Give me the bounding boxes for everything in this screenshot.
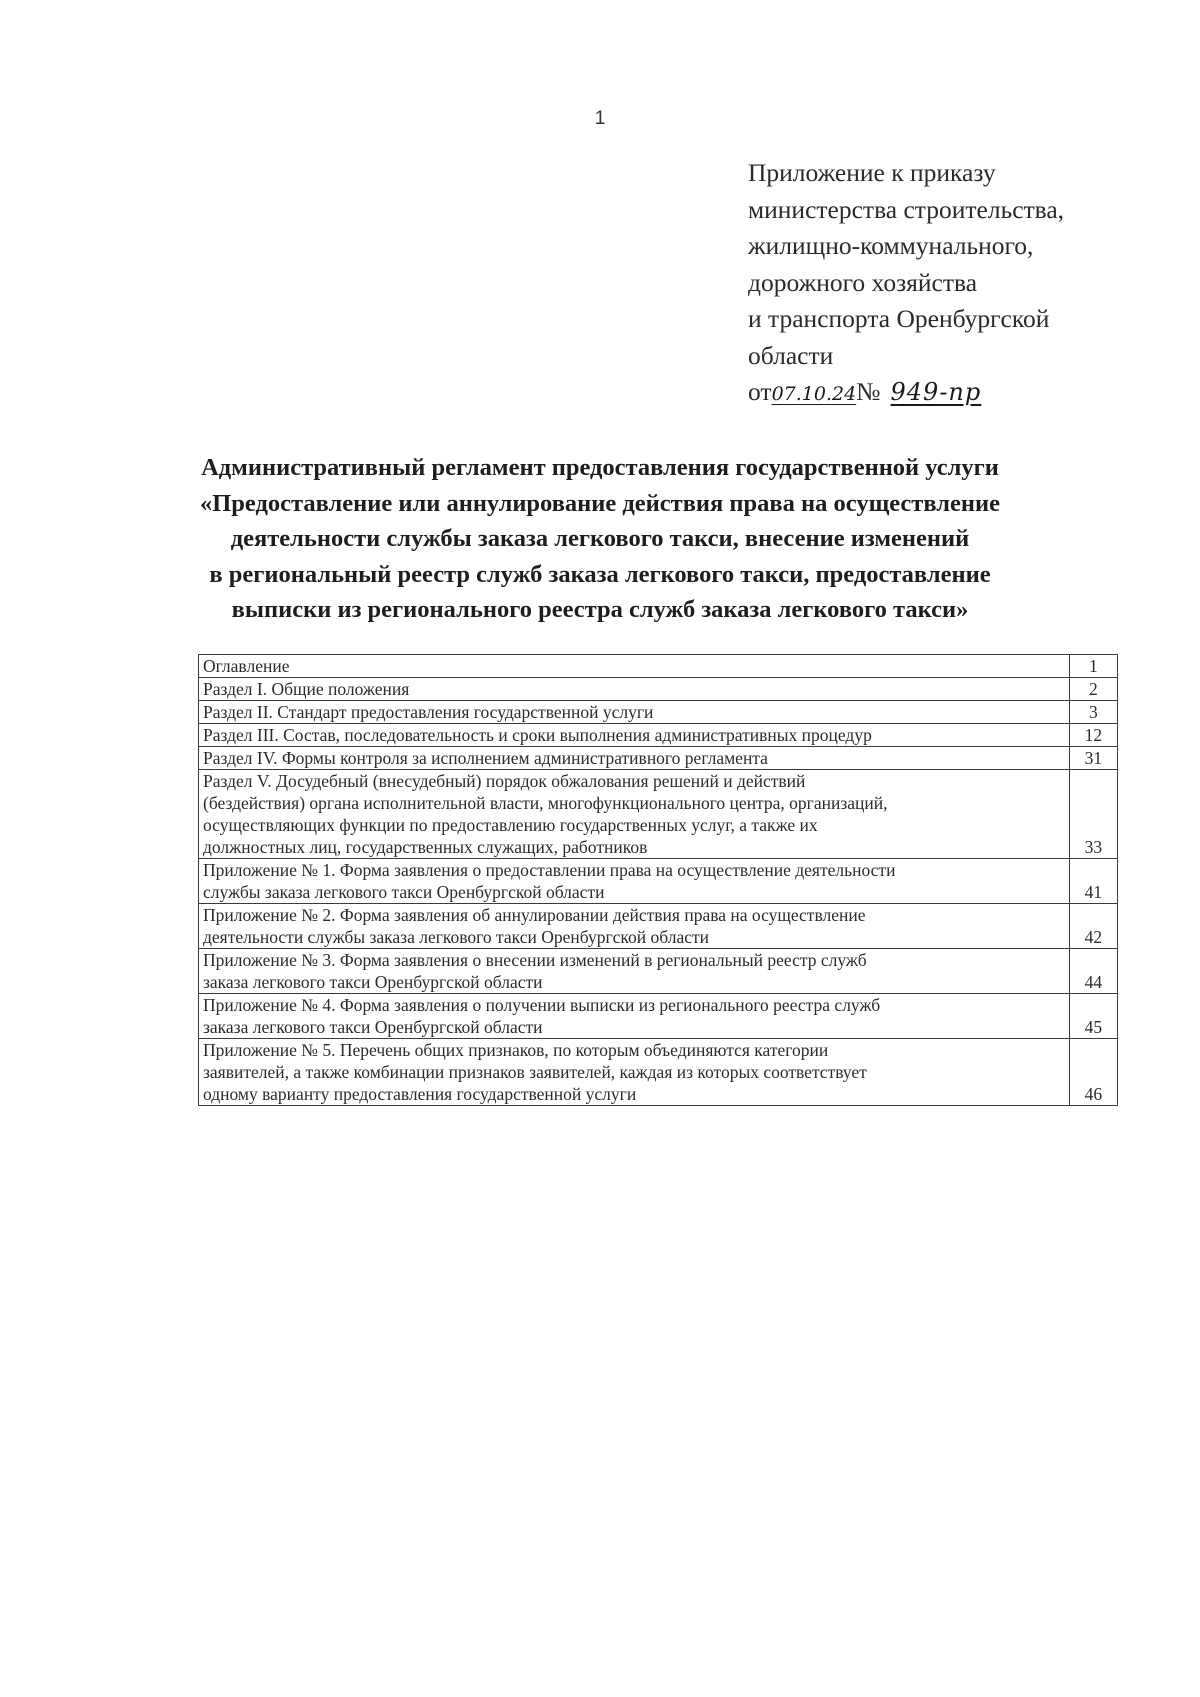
toc-entry-line: одному варианту предоставления государственной услуги: [203, 1084, 637, 1104]
toc-entry-title: [199, 859, 1070, 904]
toc-row: [199, 949, 1118, 994]
attachment-line: жилищно-коммунального,: [748, 231, 1034, 260]
toc-entry-line: Раздел I. Общие положения: [203, 679, 410, 699]
page-number: 1: [594, 108, 606, 129]
table-of-contents: [198, 654, 1118, 1106]
toc-body: [199, 655, 1118, 1106]
toc-entry-line: Приложение № 2. Форма заявления об аннулировании действия права на осуществление: [203, 905, 866, 925]
toc-row: [199, 747, 1118, 770]
toc-row: [199, 770, 1118, 859]
attachment-line: министерства строительства,: [748, 194, 1065, 224]
attachment-block: [748, 155, 1128, 413]
toc-entry-line: Раздел V. Досудебный (внесудебный) порядок обжалования решений и действий: [203, 771, 806, 791]
order-number-handwritten: 949-пр: [890, 378, 982, 406]
toc-entry-title: [199, 949, 1070, 994]
toc-entry-line: заказа легкового такси Оренбургской области: [203, 972, 543, 992]
toc-entry-title: [199, 770, 1070, 859]
toc-row: [199, 994, 1118, 1039]
toc-entry-title: [199, 904, 1070, 949]
title-line: «Предоставление или аннулирование действия права на осуществление: [200, 489, 1000, 517]
toc-entry-page: 1: [1069, 655, 1117, 678]
toc-row: [199, 859, 1118, 904]
toc-entry-page: 2: [1069, 678, 1117, 701]
toc-entry-page: 41: [1069, 859, 1117, 904]
toc-entry-title: [199, 1039, 1070, 1106]
order-number-label: №: [856, 377, 881, 406]
toc-entry-page: 46: [1069, 1039, 1117, 1106]
toc-entry-line: Приложение № 1. Форма заявления о предоставлении права на осуществление деятельности: [203, 860, 896, 880]
toc-row: [199, 655, 1118, 678]
toc-entry-page: 45: [1069, 994, 1117, 1039]
toc-entry-title: [199, 655, 1070, 678]
toc-entry-title: [199, 678, 1070, 701]
toc-row: [199, 701, 1118, 724]
order-date-handwritten: 07.10.24: [771, 383, 857, 405]
toc-entry-line: службы заказа легкового такси Оренбургской области: [203, 882, 605, 902]
title-line: выписки из регионального реестра служб заказа легкового такси»: [231, 596, 969, 623]
toc-entry-line: должностных лиц, государственных служащих, работников: [203, 837, 648, 857]
toc-entry-page: 42: [1069, 904, 1117, 949]
toc-entry-line: (бездействия) органа исполнительной власти, многофункционального центра, организаций,: [203, 793, 888, 813]
toc-entry-line: заявителей, а также комбинации признаков заявителей, каждая из которых соответствует: [203, 1062, 867, 1082]
toc-entry-line: Раздел III. Состав, последовательность и сроки выполнения административных процедур: [203, 725, 872, 745]
order-prefix: от: [748, 377, 772, 406]
toc-entry-line: Раздел II. Стандарт предоставления государственной услуги: [203, 702, 654, 722]
toc-entry-line: Раздел IV. Формы контроля за исполнением административного регламента: [203, 748, 768, 768]
attachment-line: и транспорта Оренбургской: [748, 304, 1050, 333]
toc-row: [199, 904, 1118, 949]
toc-entry-title: [199, 747, 1070, 770]
attachment-line: области: [748, 340, 834, 370]
toc-entry-line: деятельности службы заказа легкового такси Оренбургской области: [203, 927, 710, 947]
toc-entry-page: 3: [1069, 701, 1117, 724]
toc-entry-page: 44: [1069, 949, 1117, 994]
toc-entry-line: осуществляющих функции по предоставлению государственных услуг, а также их: [203, 815, 818, 835]
toc-entry-title: [199, 994, 1070, 1039]
toc-entry-line: заказа легкового такси Оренбургской области: [203, 1017, 543, 1037]
toc-entry-line: Оглавление: [203, 656, 290, 676]
title-line: в региональный реестр служб заказа легкового такси, предоставление: [209, 560, 991, 588]
toc-entry-page: 12: [1069, 724, 1117, 747]
attachment-line: дорожного хозяйства: [748, 267, 978, 297]
toc-entry-title: [199, 701, 1070, 724]
toc-entry-line: Приложение № 3. Форма заявления о внесении изменений в региональный реестр служб: [203, 950, 867, 970]
toc-entry-line: Приложение № 5. Перечень общих признаков, по которым объединяются категории: [203, 1040, 829, 1060]
toc-row: [199, 678, 1118, 701]
toc-entry-page: 33: [1069, 770, 1117, 859]
toc-entry-title: [199, 724, 1070, 747]
toc-row: [199, 1039, 1118, 1106]
toc-row: [199, 724, 1118, 747]
toc-entry-line: Приложение № 4. Форма заявления о получении выписки из регионального реестра служб: [203, 995, 881, 1015]
title-line: деятельности службы заказа легкового такси, внесение изменений: [230, 525, 970, 552]
document-title: [150, 450, 1050, 628]
toc-entry-page: 31: [1069, 747, 1117, 770]
title-line: Административный регламент предоставления государственной услуги: [201, 454, 999, 481]
order-reference: [748, 374, 1128, 413]
attachment-line: Приложение к приказу: [748, 158, 996, 187]
